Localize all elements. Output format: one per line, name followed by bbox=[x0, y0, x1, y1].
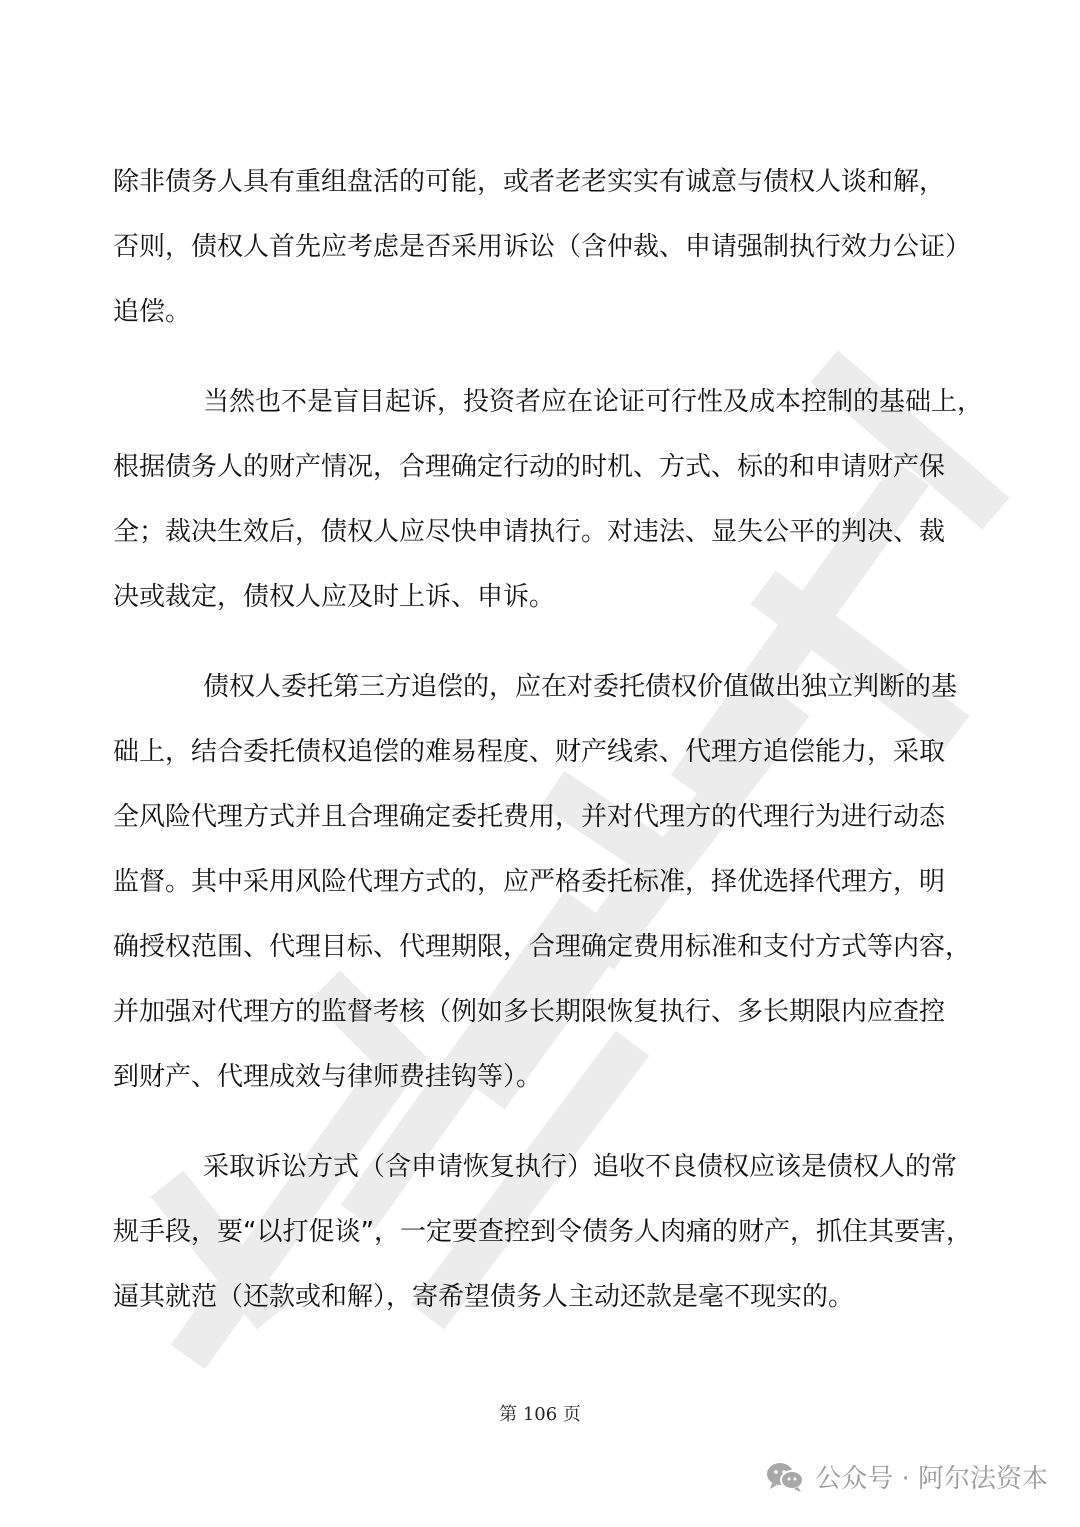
paragraph-3 bbox=[113, 655, 973, 1110]
text-line: 到财产、代理成效与律师费挂钩等）。 bbox=[113, 1062, 543, 1092]
text-line: 逼其就范（还款或和解），寄希望债务人主动还款是毫不现实的。 bbox=[113, 1282, 855, 1312]
text-line: 当然也不是盲目起诉，投资者应在论证可行性及成本控制的基础上， bbox=[203, 387, 984, 417]
text-line: 础上，结合委托债权追偿的难易程度、财产线索、代理方追偿能力，采取 bbox=[113, 737, 946, 767]
text-line: 监督。其中采用风险代理方式的，应严格委托标准，择优选择代理方，明 bbox=[113, 867, 946, 897]
page-number: 第 106 页 bbox=[499, 1404, 581, 1425]
document-body bbox=[113, 150, 984, 1330]
wechat-icon bbox=[765, 1460, 805, 1494]
text-line: 否则，债权人首先应考虑是否采用诉讼（含仲裁、申请强制执行效力公证） bbox=[113, 232, 972, 262]
text-line: 采取诉讼方式（含申请恢复执行）追收不良债权应该是债权人的常 bbox=[203, 1152, 958, 1182]
text-line: 全风险代理方式并且合理确定委托费用，并对代理方的代理行为进行动态 bbox=[113, 802, 946, 832]
text-line: 债权人委托第三方追偿的，应在对委托债权价值做出独立判断的基 bbox=[203, 672, 958, 702]
footer-text: 公众号 · 阿尔法资本 bbox=[815, 1464, 1048, 1494]
text-line: 追偿。 bbox=[113, 297, 192, 327]
footer-source[interactable] bbox=[765, 1458, 1048, 1495]
text-line: 根据债务人的财产情况，合理确定行动的时机、方式、标的和申请财产保 bbox=[113, 452, 946, 482]
text-line: 并加强对代理方的监督考核（例如多长期限恢复执行、多长期限内应查控 bbox=[113, 997, 946, 1027]
paragraph-4 bbox=[113, 1135, 973, 1330]
text-line: 规手段，要“以打促谈”，一定要查控到令债务人肉痛的财产，抓住其要害， bbox=[113, 1217, 972, 1247]
text-line: 全；裁决生效后，债权人应尽快申请执行。对违法、显失公平的判决、裁 bbox=[113, 517, 946, 547]
paragraph-2 bbox=[113, 370, 984, 630]
text-line: 决或裁定，债权人应及时上诉、申诉。 bbox=[113, 582, 556, 612]
text-line: 确授权范围、代理目标、代理期限，合理确定费用标准和支付方式等内容， bbox=[113, 932, 972, 962]
paragraph-1 bbox=[113, 150, 973, 345]
text-line: 除非债务人具有重组盘活的可能，或者老老实实有诚意与债权人谈和解， bbox=[113, 167, 946, 197]
